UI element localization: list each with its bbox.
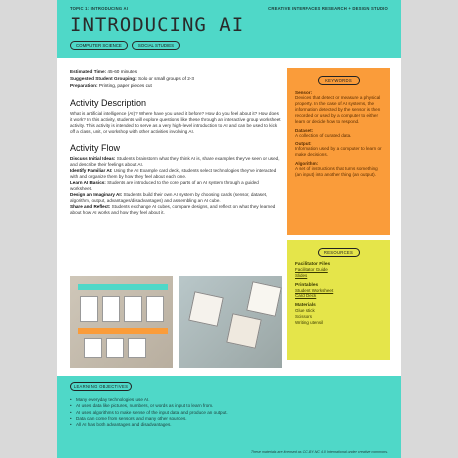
facilitator-guide-link[interactable]: Facilitator Guide — [295, 267, 328, 272]
flow-step — [70, 192, 282, 204]
meta-grouping — [70, 76, 282, 82]
keyword-definition: Devices that detect or measure a physical property. In the case of AI systems, the information detected by the sensor is then recorded or used by a computer to either learn or decide how to respond. — [295, 95, 381, 124]
keywords-box — [287, 68, 390, 235]
material-item: Writing utensil — [295, 319, 324, 325]
objective-item: • All AI has both advantages and disadvantages. — [70, 422, 388, 428]
meta-prep — [70, 83, 282, 89]
meta-prep-label: Preparation: — [70, 83, 98, 89]
objective-item: • Data can come from sensors and many other sources. — [70, 416, 388, 422]
flow-step-label: Share and Reflect: — [70, 203, 111, 209]
flow-step-label: Learn AI Basics: — [70, 179, 106, 185]
activity-flow-heading: Activity Flow — [70, 142, 121, 153]
resource-group-heading: Printables — [295, 282, 319, 288]
material-item: Scissors — [295, 313, 313, 319]
flow-step — [70, 204, 282, 216]
flow-step-label: Identify Familiar AI: — [70, 167, 113, 173]
flow-step-text: Using the AI Example card deck, students select technologies they've interacted with and organize them by how they feel about each one. — [70, 167, 277, 179]
org-label: CREATIVE INTERFACES RESEARCH + DESIGN STUDIO — [268, 6, 388, 11]
meta-time-label: Estimated Time: — [70, 69, 107, 74]
flow-step — [70, 168, 282, 180]
keyword-definition: A set of instructions that turns something (an input) into another thing (an output). — [295, 166, 378, 178]
flow-step-label: Design an Imaginary AI: — [70, 191, 123, 197]
resource-group-heading: Materials — [295, 303, 316, 309]
keyword-term: Output: — [295, 141, 312, 147]
activity-photos — [70, 276, 282, 368]
flow-step-text: Students brainstorm what they think AI is, share examples they've seen or used, and describe their feelings about AI. — [70, 155, 280, 167]
keyword-term: Sensor: — [295, 90, 313, 95]
worksheet-page — [57, 0, 401, 458]
flow-step-text: Students build their own AI system by choosing cards (sensor, dataset, algorithm, output, advantages/disadvantages) and assembling an AI cube. — [70, 191, 268, 203]
header-banner — [57, 0, 401, 58]
objective-item: • AI uses data like pictures, numbers, or words as input to learn from. — [70, 403, 388, 409]
objective-item: • Many everyday technologies use AI. — [70, 397, 388, 403]
page-title: INTRODUCING AI — [70, 14, 245, 36]
learning-objectives-section — [57, 376, 401, 458]
meta-prep-value: Printing, paper pieces cut — [97, 83, 152, 89]
keyword-definition: Information used by a computer to learn or make decisions. — [295, 146, 382, 158]
objective-item: • AI uses algorithms to make sense of the input data and produce an output. — [70, 410, 388, 416]
objectives-pill: LEARNING OBJECTIVES — [70, 382, 132, 391]
flow-step-label: Discuss Initial Ideas: — [70, 155, 116, 161]
subject-tags — [70, 41, 180, 50]
student-worksheet-link[interactable]: Student Worksheet — [295, 287, 334, 293]
meta-time — [70, 69, 282, 75]
flow-step-text: Students are introduced to the core parts of an AI system through a guided worksheet. — [70, 179, 259, 191]
resource-group-heading: Facilitator Files — [295, 262, 331, 267]
license-note: These materials are licensed as CC-BY-NC 4.0 International under creative commons. — [250, 450, 388, 454]
activity-description-heading: Activity Description — [70, 97, 147, 108]
ai-cube-photo — [179, 276, 282, 368]
resources-pill: RESOURCES — [318, 248, 360, 257]
flow-step-text: Students exchange AI cubes, compare designs, and reflect on what they learned about how AI works and how they feel about it. — [70, 203, 276, 215]
keyword-definition: A collection of curated data. — [295, 132, 352, 138]
objectives-list — [70, 397, 388, 428]
keyword-term: Dataset: — [295, 127, 314, 133]
meta-grouping-value: Solo or small groups of 2-3 — [136, 76, 194, 82]
meta-grouping-label: Suggested Student Grouping: — [70, 76, 137, 82]
keyword-term: Algorithm: — [295, 161, 319, 167]
tag-social-studies: SOCIAL STUDIES — [132, 41, 180, 50]
card-deck-photo — [70, 276, 173, 368]
tag-computer-science: COMPUTER SCIENCE — [70, 41, 128, 50]
main-content — [70, 68, 282, 216]
slides-link[interactable]: Slides — [295, 272, 308, 278]
activity-description-text: What is artificial intelligence (AI)? Where have you used it before? How do you feel about it? How does it work? In this activity, students will explore questions like these through an interactive group worksheet activity. This activity is intended to serve as a very high-level introduction to AI and can be used to kick off a class, unit, or workshop with other activities involving AI. — [70, 110, 281, 134]
flow-step — [70, 180, 282, 192]
flow-step — [70, 156, 282, 168]
keywords-pill: KEYWORDS — [318, 76, 360, 85]
meta-time-value: 45-60 minutes — [106, 69, 138, 74]
material-item: Glue stick — [295, 308, 315, 314]
topic-label: TOPIC 1: INTRODUCING AI — [70, 6, 129, 11]
resources-box — [287, 240, 390, 360]
card-deck-link[interactable]: Card Deck — [295, 293, 317, 299]
